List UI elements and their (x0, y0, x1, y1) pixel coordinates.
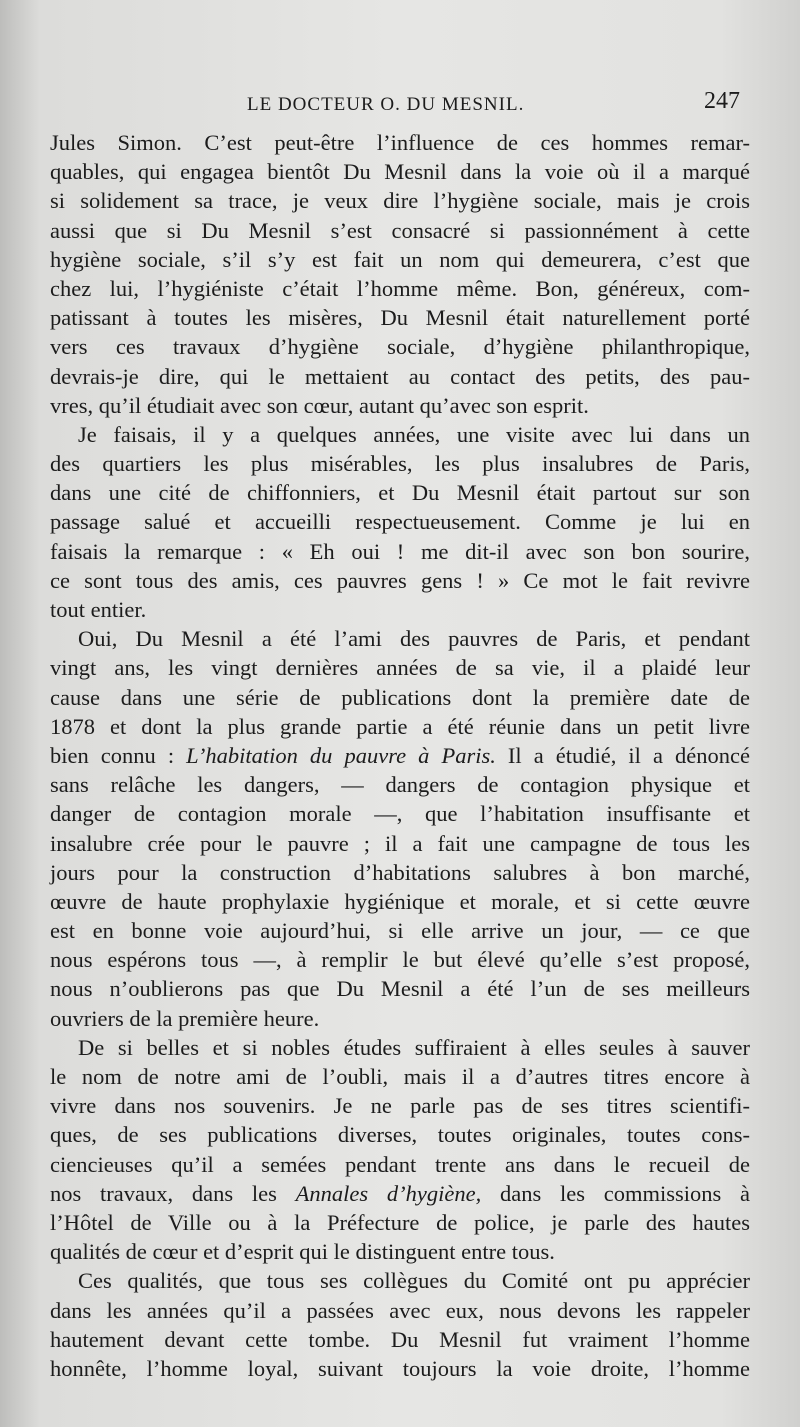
text-line: devrais-je dire, qui le mettaient au contact des petits, des pau- (50, 363, 750, 389)
text-line: le nom de notre ami de l’oubli, mais il a d’autres titres encore à (50, 1064, 750, 1089)
text-line: passage salué et accueilli respectueusement. Comme je lui en (50, 509, 750, 535)
text-line: qualités de cœur et d’esprit qui le distinguent entre tous. (50, 1239, 555, 1265)
text-line: sans relâche les dangers, — dangers de contagion physique et (50, 772, 750, 798)
text-line (50, 1179, 750, 1208)
text-line: insalubre crée pour le pauvre ; il a fait une campagne de tous les (50, 830, 750, 856)
text-line: est en bonne voie aujourd’hui, si elle arrive un jour, — ce que (50, 918, 750, 944)
text-line: chez lui, l’hygiéniste c’était l’homme même. Bon, généreux, com- (50, 275, 750, 301)
text-segment: dans les commissions à (481, 1180, 750, 1206)
text-line: Je faisais, il y a quelques années, une visite avec lui dans un (78, 421, 750, 447)
text-line: vers ces travaux d’hygiène sociale, d’hygiène philanthropique, (50, 334, 750, 360)
text-line: œuvre de haute prophylaxie hygiénique et morale, et si cette œuvre (50, 888, 750, 914)
text-line: jours pour la construction d’habitations salubres à bon marché, (50, 859, 750, 885)
page-header (52, 88, 740, 128)
text-line: ciencieuses qu’il a semées pendant trente ans dans le recueil de (50, 1151, 750, 1177)
text-line: De si belles et si nobles études suffiraient à elles seules à sauver (78, 1034, 750, 1060)
text-line: patissant à toutes les misères, Du Mesnil était naturellement porté (50, 305, 750, 331)
text-line: si solidement sa trace, je veux dire l’hygiène sociale, mais je crois (50, 188, 750, 214)
italic-title: Annales d’hygiène, (295, 1180, 482, 1206)
text-line: danger de contagion morale —, que l’habitation insuffisante et (50, 801, 750, 827)
text-line: 1878 et dont la plus grande partie a été réunie dans un petit livre (50, 713, 750, 739)
page-number: 247 (704, 88, 740, 114)
body-text (50, 128, 750, 1383)
text-segment: nos travaux, dans les (50, 1180, 296, 1206)
text-line: des quartiers les plus misérables, les plus insalubres de Paris, (50, 451, 750, 477)
text-line: quables, qui engagea bientôt Du Mesnil dans la voie où il a marqué (50, 159, 750, 185)
text-line: ques, de ses publications diverses, toutes originales, toutes cons- (50, 1122, 750, 1148)
text-line: l’Hôtel de Ville ou à la Préfecture de police, je parle des hautes (50, 1209, 750, 1235)
text-line: dans les années qu’il a passées avec eux, nous devons les rappeler (50, 1297, 750, 1323)
text-line: vivre dans nos souvenirs. Je ne parle pas de ses titres scientifi- (50, 1093, 750, 1119)
text-line: nous n’oublierons pas que Du Mesnil a été l’un de ses meilleurs (50, 976, 750, 1002)
text-line: aussi que si Du Mesnil s’est consacré si passionnément à cette (50, 217, 750, 243)
text-line (50, 741, 750, 770)
text-segment: Il a étudié, il a dénoncé (495, 742, 750, 768)
text-line: vingt ans, les vingt dernières années de sa vie, il a plaidé leur (50, 655, 750, 681)
running-head: LE DOCTEUR O. DU MESNIL. (247, 94, 525, 115)
text-line: cause dans une série de publications dont la première date de (50, 684, 750, 710)
text-line: hygiène sociale, s’il s’y est fait un nom qui demeurera, c’est que (50, 246, 750, 272)
text-line: Jules Simon. C’est peut-être l’influence de ces hommes remar- (50, 130, 750, 155)
text-line: ce sont tous des amis, ces pauvres gens ! » Ce mot le fait revivre (50, 567, 750, 593)
text-line: honnête, l’homme loyal, suivant toujours la voie droite, l’homme (50, 1355, 750, 1381)
italic-title: L’habitation du pauvre à Paris. (186, 742, 496, 768)
text-segment: bien connu : (50, 742, 187, 768)
text-line: faisais la remarque : « Eh oui ! me dit-il avec son bon sourire, (50, 538, 750, 564)
text-line: Oui, Du Mesnil a été l’ami des pauvres de Paris, et pendant (78, 626, 750, 652)
text-line: ouvriers de la première heure. (50, 1005, 320, 1031)
text-line: Ces qualités, que tous ses collègues du Comité ont pu apprécier (78, 1268, 750, 1294)
text-line: hautement devant cette tombe. Du Mesnil fut vraiment l’homme (50, 1326, 750, 1352)
text-line: dans une cité de chiffonniers, et Du Mesnil était partout sur son (50, 480, 750, 506)
text-line: vres, qu’il étudiait avec son cœur, autant qu’avec son esprit. (50, 392, 589, 418)
text-line: tout entier. (50, 597, 147, 622)
text-line: nous espérons tous —, à remplir le but élevé qu’elle s’est proposé, (50, 947, 750, 973)
